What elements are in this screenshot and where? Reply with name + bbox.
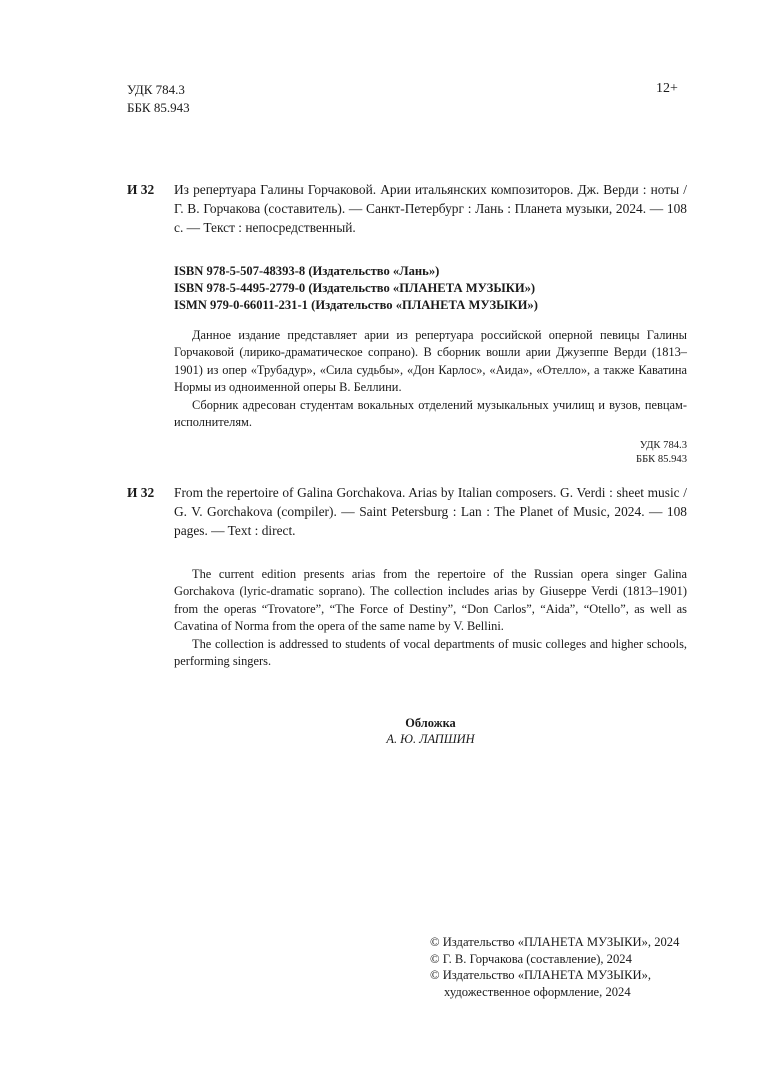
bbk-code: ББК 85.943 <box>127 100 190 115</box>
cover-credit <box>174 715 687 747</box>
copyright-line: художественное оформление, 2024 <box>444 984 631 999</box>
annotation-paragraph: The current edition presents arias from the repertoire of the Russian opera singer Galina Gorchakova (lyric-dramatic soprano). The collection includes arias by Giuseppe Verdi (1813–1901) from the operas “Trovatore”, “The Force of Destiny”, “Don Carlos”, “Aida”, “Otello”, as well as Cavatina of Norma from the opera of the same name by V. Bellini. <box>174 567 687 634</box>
ismn-planeta: ISMN 979-0-66011-231-1 (Издательство «ПЛАНЕТА МУЗЫКИ») <box>174 298 538 312</box>
isbn-lan: ISBN 978-5-507-48393-8 (Издательство «Лань») <box>174 264 440 278</box>
annotation-paragraph: Данное издание представляет арии из репертуара российской оперной певицы Галины Горчаковой (лирико-драматическое сопрано). В сборник вошли арии Джузеппе Верди (1813–1901) из опер «Трубадур», «Сила судьбы», «Дон Карлос», «Аида», «Отелло», а также Каватина Нормы из одноименной оперы В. Беллини. <box>174 328 687 395</box>
author-mark: И 32 <box>127 485 155 500</box>
udk-bbk-small <box>600 439 687 467</box>
udk-code-small: УДК 784.3 <box>639 440 687 451</box>
annotation-paragraph: Сборник адресован студентам вокальных отделений музыкальных училищ и вузов, певцам-исполнителям. <box>174 397 687 430</box>
bbk-code-small: ББК 85.943 <box>635 454 687 465</box>
isbn-planeta: ISBN 978-5-4495-2779-0 (Издательство «ПЛАНЕТА МУЗЫКИ») <box>174 281 536 295</box>
bibliographic-description: Из репертуара Галины Горчаковой. Арии итальянских композиторов. Дж. Верди : ноты / Г. В. Горчакова (составитель). — Санкт-Петербург : Лань : Планета музыки, 2024. — 108 с. — Текст : непосредственный. <box>174 182 687 235</box>
cover-label: Обложка <box>405 716 456 730</box>
ru-annotation <box>174 327 687 431</box>
udk-code: УДК 784.3 <box>127 82 185 97</box>
copyright-line: © Издательство «ПЛАНЕТА МУЗЫКИ», <box>430 968 652 982</box>
copyright-line: © Г. В. Горчакова (составление), 2024 <box>430 951 632 966</box>
header-classification <box>127 81 190 117</box>
ru-bibliographic-entry <box>127 180 687 237</box>
en-bibliographic-entry <box>127 483 687 540</box>
age-rating: 12+ <box>656 81 678 96</box>
en-annotation <box>174 566 687 670</box>
copyright-block <box>430 934 679 1000</box>
cover-artist: А. Ю. ЛАПШИН <box>386 732 475 746</box>
isbn-block <box>174 263 538 314</box>
annotation-paragraph: The collection is addressed to students of vocal departments of music colleges and higher schools, performing singers. <box>174 636 687 669</box>
bibliographic-description: From the repertoire of Galina Gorchakova. Arias by Italian composers. G. Verdi : sheet music / G. V. Gorchakova (compiler). — Saint Petersburg : Lan : The Planet of Music, 2024. — 108 pages. — Text : direct. <box>174 485 687 538</box>
copyright-line: © Издательство «ПЛАНЕТА МУЗЫКИ», 2024 <box>430 935 680 949</box>
author-mark: И 32 <box>127 182 155 197</box>
